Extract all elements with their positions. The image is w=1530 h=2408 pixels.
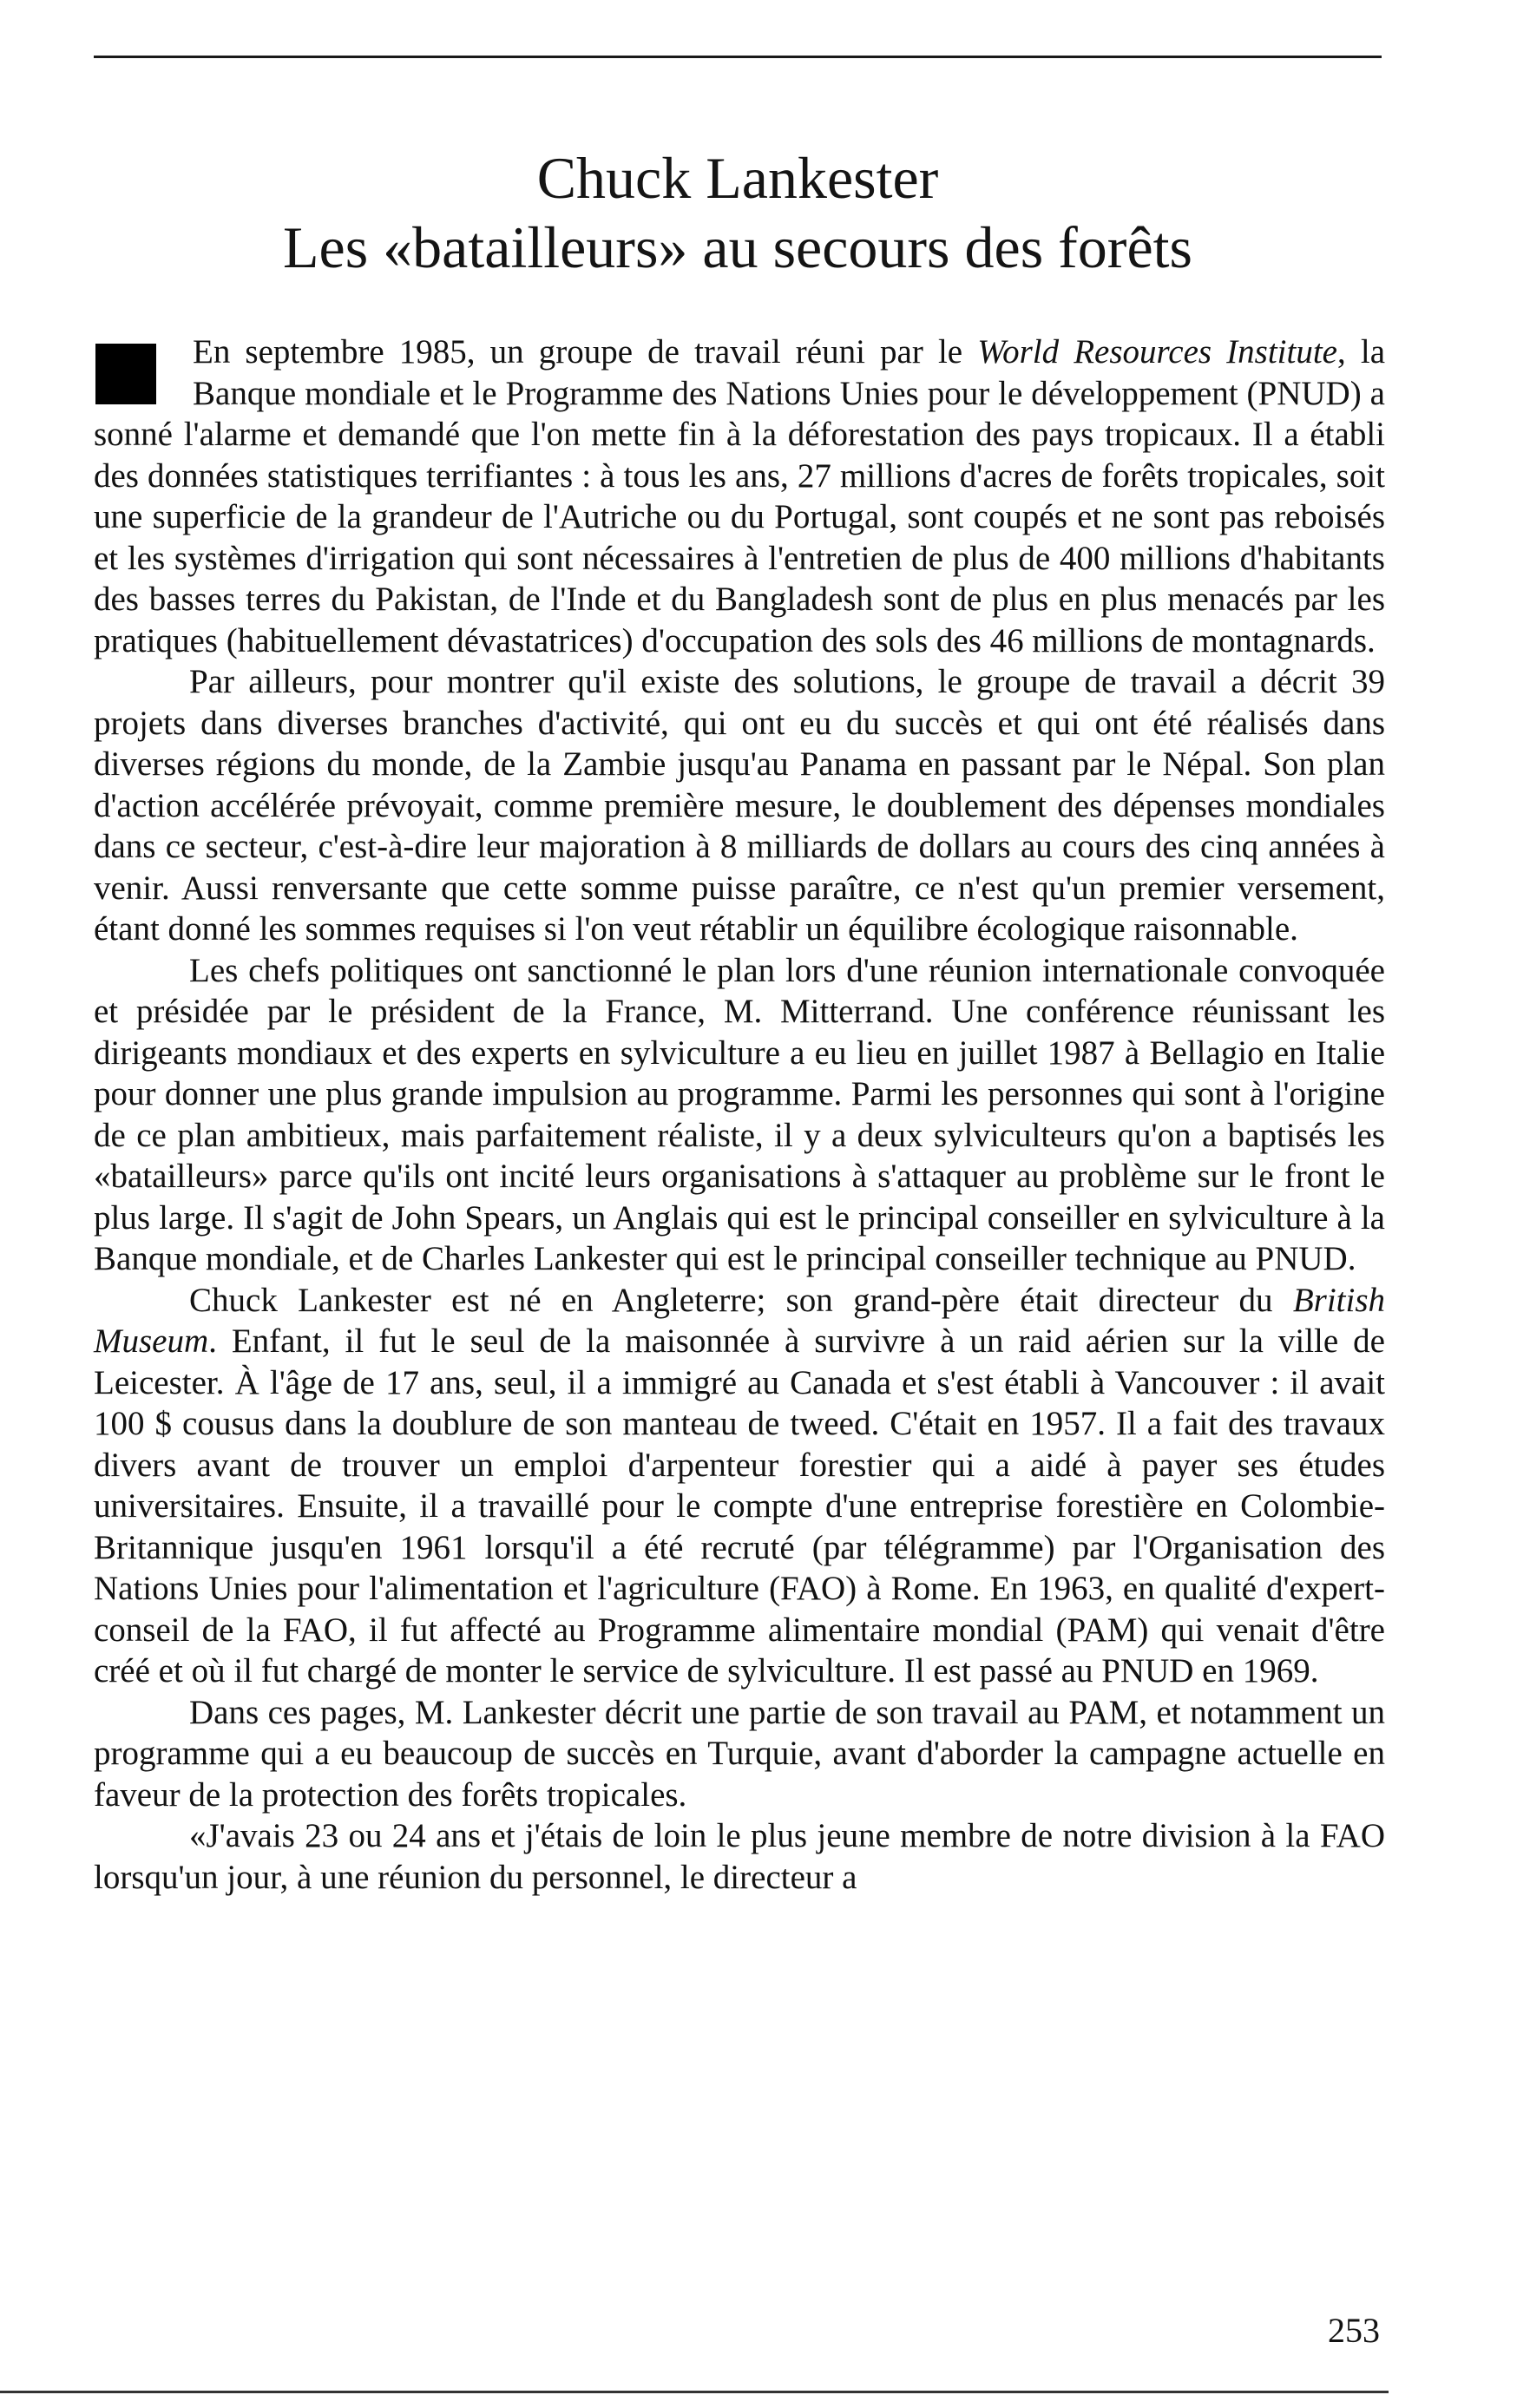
paragraph-5: Dans ces pages, M. Lankester décrit une partie de son travail au PAM, et notamment un programme qui a eu beaucoup de succès en Turquie, avant d'aborder la campagne actuelle en faveur de la protection des forêts tropicales. xyxy=(94,1693,1385,1814)
paragraph-1-text-b: , la Banque mondiale et le Programme des Nations Unies pour le développement (PNUD) a sonné l'alarme et demandé que l'on mette fin à la déforestation des pays tropicaux. Il a établi des données statistiques terrifiantes : à tous les ans, 27 millions d'acres de forêts tropicales, soit une superficie de la grandeur de l'Autriche ou du Portugal, sont coupés et ne sont pas reboisés et les systèmes d'irrigation qui sont nécessaires à l'entretien de plus de 400 millions d'habitants des basses terres du Pakistan, de l'Inde et du Bangladesh sont de plus en plus menacés par les pratiques (habituellement dévastatrices) d'occupation des sols des 46 millions de montagnards. xyxy=(94,333,1386,659)
paragraph-6: «J'avais 23 ou 24 ans et j'étais de loin le plus jeune membre de notre division à la FAO lorsqu'un jour, à une réunion du personnel, le directeur a xyxy=(94,1817,1385,1896)
organization-name-italic: World Resources Institute xyxy=(977,333,1337,371)
article-body xyxy=(94,331,1385,1898)
paragraph-4 xyxy=(94,1280,1385,1692)
paragraph-4-text-b: . Enfant, il fut le seul de la maisonnée à survivre à un raid aérien sur la ville de Leicester. À l'âge de 17 ans, seul, il a immigré au Canada et s'est établi à Vancouver : il avait 100 $ cousus dans la doublure de son manteau de tweed. C'était en 1957. Il a fait des travaux divers avant de trouver un emploi d'arpenteur forestier qui a aidé à payer ses études universitaires. Ensuite, il a travaillé pour le compte d'une entreprise forestière en Colombie-Britannique jusqu'en 1961 lorsqu'il a été recruté (par télégramme) par l'Organisation des Nations Unies pour l'alimentation et l'agriculture (FAO) à Rome. En 1963, en qualité d'expert-conseil de la FAO, il fut affecté au Programme alimentaire mondial (PAM) qui venait d'être créé et où il fut chargé de monter le service de sylviculture. Il est passé au PNUD en 1969. xyxy=(94,1322,1385,1690)
paragraph-1-text-a: En septembre 1985, un groupe de travail réuni par le xyxy=(193,333,978,371)
paragraph-3: Les chefs politiques ont sanctionné le plan lors d'une réunion internationale convoquée et présidée par le président de la France, M. Mitterrand. Une conférence réunissant les dirigeants mondiaux et des experts en sylviculture a eu lieu en juillet 1987 à Bellagio en Italie pour donner une plus grande impulsion au programme. Parmi les personnes qui sont à l'origine de ce plan ambitieux, mais parfaitement réaliste, il y a deux sylviculteurs qu'on a baptisés les «batailleurs» parce qu'ils ont incité leurs organisations à s'attaquer au problème sur le front le plus large. Il s'agit de John Spears, un Anglais qui est le principal conseiller en sylviculture à la Banque mondiale, et de Charles Lankester qui est le principal conseiller technique au PNUD. xyxy=(94,951,1385,1277)
paragraph-2: Par ailleurs, pour montrer qu'il existe des solutions, le groupe de travail a décrit 39 projets dans diverses branches d'activité, qui ont eu du succès et qui ont été réalisés dans diverses régions du monde, de la Zambie jusqu'au Panama en passant par le Népal. Son plan d'action accélérée prévoyait, comme première mesure, le doublement des dépenses mondiales dans ce secteur, c'est-à-dire leur majoration à 8 milliards de dollars au cours des cinq années à venir. Aussi renversante que cette somme puisse paraître, ce n'est qu'un premier versement, étant donné les sommes requises si l'on veut rétablir un équilibre écologique raisonnable. xyxy=(94,663,1385,948)
article-title xyxy=(94,143,1382,282)
page-number: 253 xyxy=(1328,2311,1380,2350)
paragraph-1 xyxy=(94,331,1385,661)
paragraph-4-text-a: Chuck Lankester est né en Angleterre; son grand-père était directeur du xyxy=(189,1281,1293,1319)
bottom-scan-edge xyxy=(0,2391,1389,2393)
top-rule xyxy=(94,56,1382,58)
museum-name-italic: British Museum xyxy=(94,1281,1385,1360)
title-subtitle: Les «batailleurs» au secours des forêts xyxy=(283,214,1192,280)
title-author-name: Chuck Lankester xyxy=(536,145,939,211)
drop-square-mark xyxy=(95,344,156,404)
